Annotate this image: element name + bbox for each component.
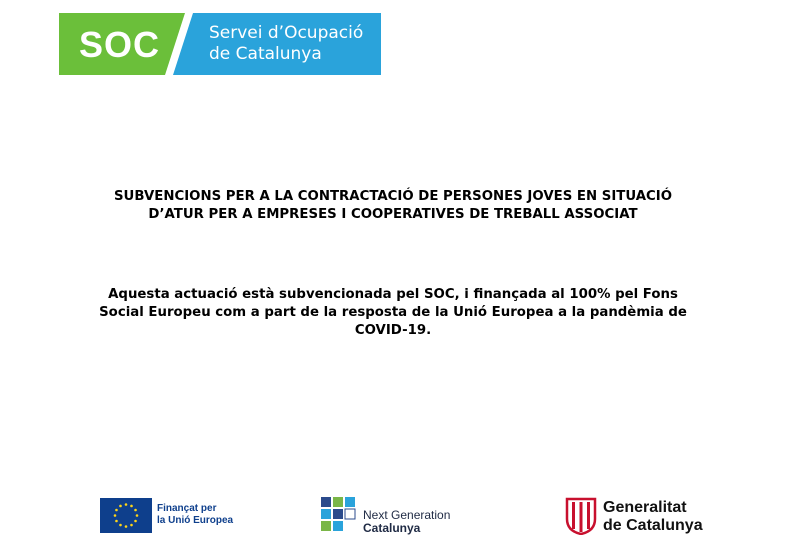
soc-name [209, 23, 363, 65]
eu-star [119, 524, 122, 527]
generalitat-emblem-icon [565, 497, 597, 535]
document-title [40, 188, 746, 224]
ng-line2: Catalunya [363, 521, 421, 535]
gc-line2: de Catalunya [603, 517, 703, 534]
eu-star [136, 514, 139, 517]
gc-line1: Generalitat [603, 499, 687, 516]
eu-star [125, 503, 128, 506]
body-line: Social Europeu com a part de la resposta de la Unió Europea a la pandèmia de [99, 305, 687, 320]
soc-name-line2: de Catalunya [209, 44, 322, 64]
eu-star [130, 524, 133, 527]
eu-star [115, 509, 118, 512]
title-line: D’ATUR PER A EMPRESES I COOPERATIVES DE TREBALL ASSOCIAT [148, 207, 638, 222]
soc-brand: SOC [79, 24, 161, 65]
eu-star [114, 514, 117, 517]
eu-star [125, 525, 128, 528]
eu-star [134, 509, 137, 512]
eu-flag-icon [100, 498, 152, 533]
body-line: COVID-19. [354, 323, 432, 338]
soc-logo [59, 13, 381, 75]
footer-logos [0, 495, 786, 540]
ng-line1: Next Generation [363, 508, 451, 522]
soc-name-line1: Servei d’Ocupació [209, 23, 364, 43]
eu-star [119, 505, 122, 508]
next-generation-squares-icon [321, 497, 357, 535]
eu-line1: Finançat per [157, 503, 217, 514]
body-line: Aquesta actuació està subvencionada pel SOC, i finançada al 100% pel Fons [108, 287, 678, 302]
title-line: SUBVENCIONS PER A LA CONTRACTACIÓ DE PERSONES JOVES EN SITUACIÓ [113, 189, 673, 204]
eu-funding-label [157, 503, 233, 527]
eu-star [115, 520, 118, 523]
eu-line2: la Unió Europea [157, 515, 234, 526]
next-generation-label [363, 509, 450, 535]
eu-star [130, 505, 133, 508]
generalitat-label [603, 499, 703, 535]
eu-star [134, 520, 137, 523]
document-body [40, 286, 746, 340]
